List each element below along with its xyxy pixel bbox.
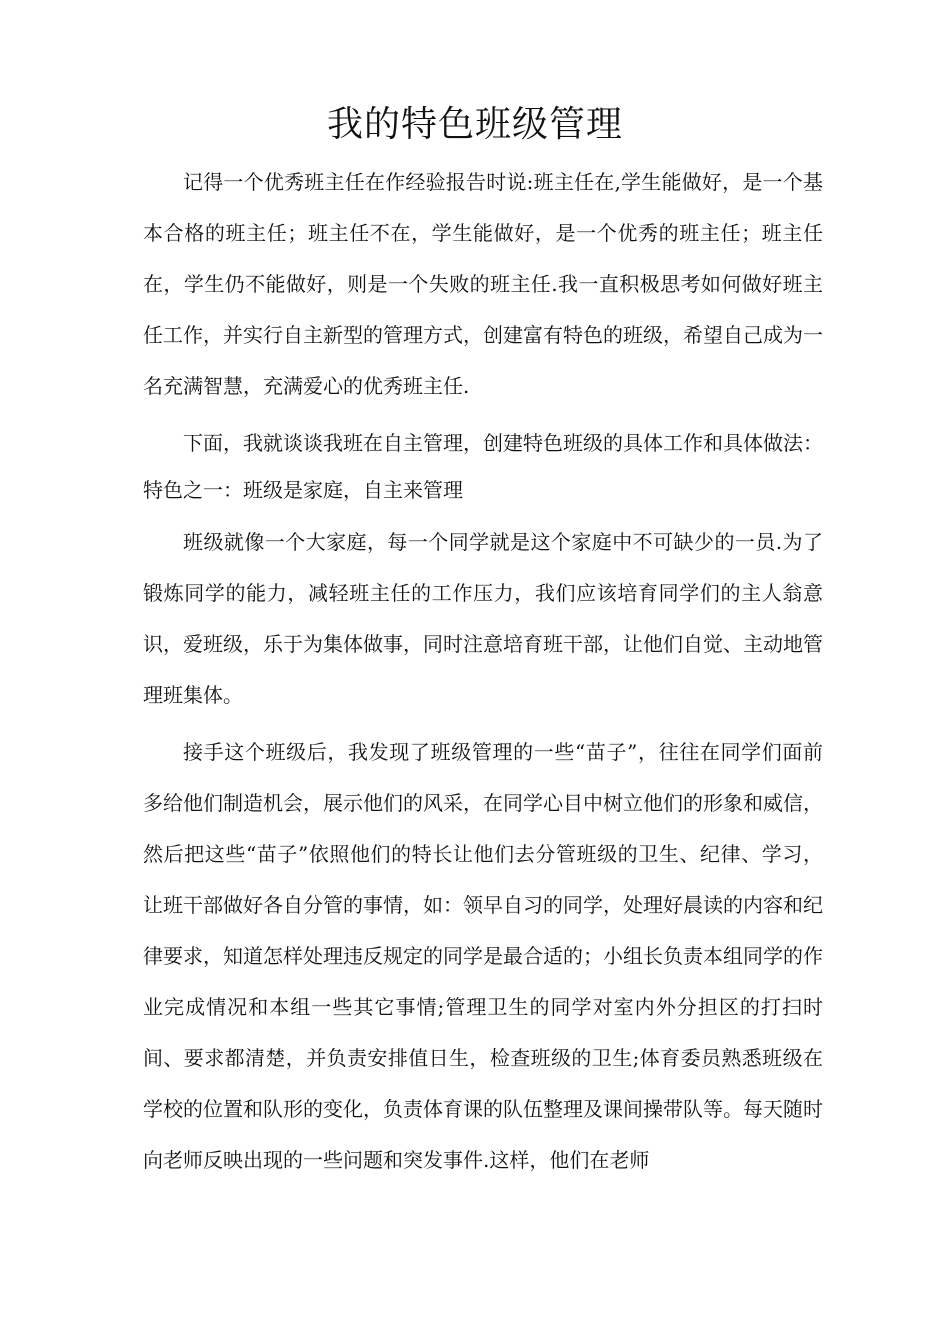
paragraph-intro: 记得一个优秀班主任在作经验报告时说:班主任在,学生能做好，是一个基本合格的班主任；班主任不在，学生能做好，是一个优秀的班主任；班主任在，学生仍不能做好，则是一个失败的班主任.我一直积极思考如何做好班主任工作，并实行自主新型的管理方式，创建富有特色的班级，希望自己成为一名充满智慧，充满爱心的优秀班主任. (143, 170, 823, 398)
section-heading: 特色之一：班级是家庭，自主来管理 (143, 478, 463, 502)
paragraph-overview: 下面，我就谈谈我班在自主管理，创建特色班级的具体工作和具体做法： (183, 431, 823, 455)
document-title: 我的特色班级管理 (326, 104, 623, 145)
document-body (143, 157, 823, 1186)
paragraph-family: 班级就像一个大家庭，每一个同学就是这个家庭中不可缺少的一员.为了锻炼同学的能力，减轻班主任的工作压力，我们应该培育同学们的主人翁意识，爱班级，乐于为集体做事，同时注意培育班干部，让他们自觉、主动地管理班集体。 (143, 530, 823, 707)
paragraph-cadres: 接手这个班级后，我发现了班级管理的一些“苗子”，往往在同学们面前多给他们制造机会，展示他们的风采，在同学心目中树立他们的形象和威信，然后把这些“苗子”依照他们的特长让他们去分管班级的卫生、纪律、学习，让班干部做好各自分管的事情，如：领早自习的同学，处理好晨读的内容和纪律要求，知道怎样处理违反规定的同学是最合适的；小组长负责本组同学的作业完成情况和本组一些其它事情;管理卫生的同学对室内外分担区的打扫时间、要求都清楚，并负责安排值日生，检查班级的卫生;体育委员熟悉班级在学校的位置和队形的变化，负责体育课的队伍整理及课间操带队等。每天随时向老师反映出现的一些问题和突发事件.这样，他们在老师 (143, 740, 823, 1172)
